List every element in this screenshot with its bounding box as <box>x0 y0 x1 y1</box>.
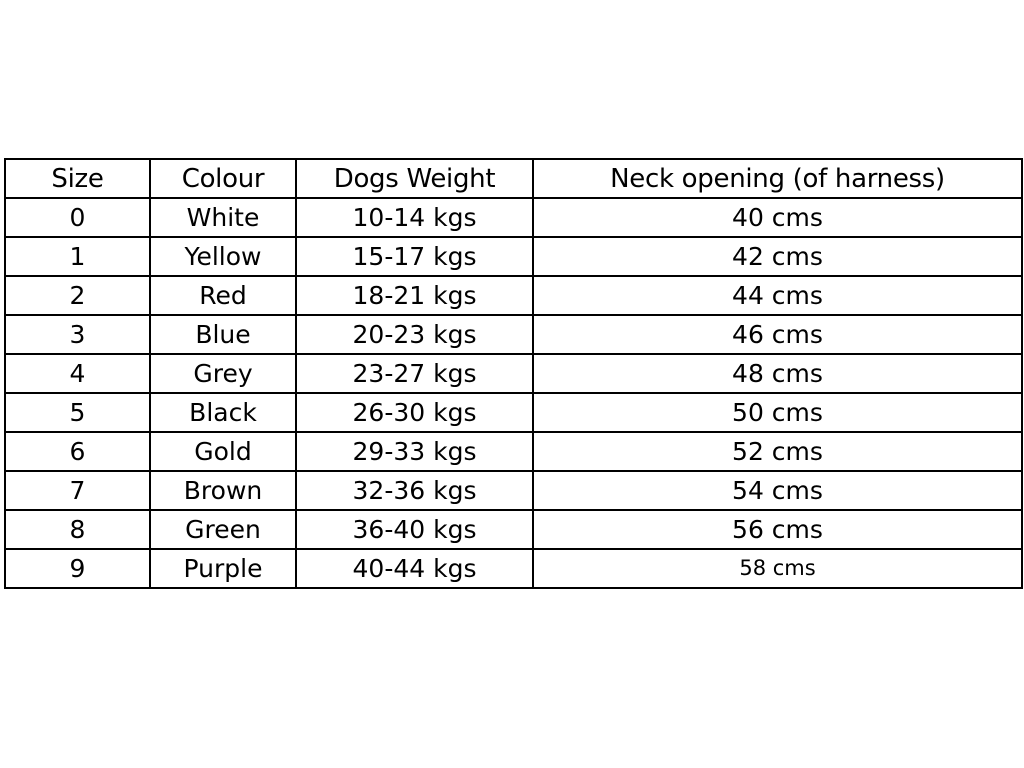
cell-size: 0 <box>5 198 150 237</box>
cell-colour: Gold <box>150 432 296 471</box>
cell-colour: White <box>150 198 296 237</box>
cell-weight: 26-30 kgs <box>296 393 533 432</box>
table-row <box>5 354 1022 393</box>
cell-neck: 58 cms <box>533 549 1022 588</box>
cell-colour: Green <box>150 510 296 549</box>
cell-weight: 23-27 kgs <box>296 354 533 393</box>
cell-neck: 48 cms <box>533 354 1022 393</box>
cell-weight: 20-23 kgs <box>296 315 533 354</box>
cell-neck: 54 cms <box>533 471 1022 510</box>
cell-colour: Purple <box>150 549 296 588</box>
cell-colour: Blue <box>150 315 296 354</box>
cell-weight: 36-40 kgs <box>296 510 533 549</box>
cell-neck: 50 cms <box>533 393 1022 432</box>
cell-size: 2 <box>5 276 150 315</box>
cell-colour: Black <box>150 393 296 432</box>
cell-neck: 40 cms <box>533 198 1022 237</box>
cell-size: 3 <box>5 315 150 354</box>
header-neck-opening: Neck opening (of harness) <box>533 159 1022 198</box>
cell-colour: Red <box>150 276 296 315</box>
cell-weight: 15-17 kgs <box>296 237 533 276</box>
table-row <box>5 237 1022 276</box>
cell-neck: 44 cms <box>533 276 1022 315</box>
cell-size: 6 <box>5 432 150 471</box>
table-row <box>5 471 1022 510</box>
table-row <box>5 432 1022 471</box>
cell-size: 5 <box>5 393 150 432</box>
cell-weight: 18-21 kgs <box>296 276 533 315</box>
table-row <box>5 393 1022 432</box>
cell-colour: Brown <box>150 471 296 510</box>
cell-colour: Grey <box>150 354 296 393</box>
table-row <box>5 315 1022 354</box>
table-row <box>5 198 1022 237</box>
harness-size-table <box>4 158 1023 589</box>
cell-size: 4 <box>5 354 150 393</box>
cell-neck: 46 cms <box>533 315 1022 354</box>
cell-weight: 32-36 kgs <box>296 471 533 510</box>
table-row <box>5 510 1022 549</box>
header-dogs-weight: Dogs Weight <box>296 159 533 198</box>
cell-neck: 56 cms <box>533 510 1022 549</box>
cell-weight: 29-33 kgs <box>296 432 533 471</box>
header-size: Size <box>5 159 150 198</box>
cell-size: 8 <box>5 510 150 549</box>
cell-neck: 42 cms <box>533 237 1022 276</box>
table-row <box>5 549 1022 588</box>
cell-size: 9 <box>5 549 150 588</box>
table-row <box>5 276 1022 315</box>
cell-size: 7 <box>5 471 150 510</box>
cell-weight: 10-14 kgs <box>296 198 533 237</box>
cell-weight: 40-44 kgs <box>296 549 533 588</box>
cell-colour: Yellow <box>150 237 296 276</box>
header-row <box>5 159 1022 198</box>
cell-neck: 52 cms <box>533 432 1022 471</box>
header-colour: Colour <box>150 159 296 198</box>
cell-size: 1 <box>5 237 150 276</box>
